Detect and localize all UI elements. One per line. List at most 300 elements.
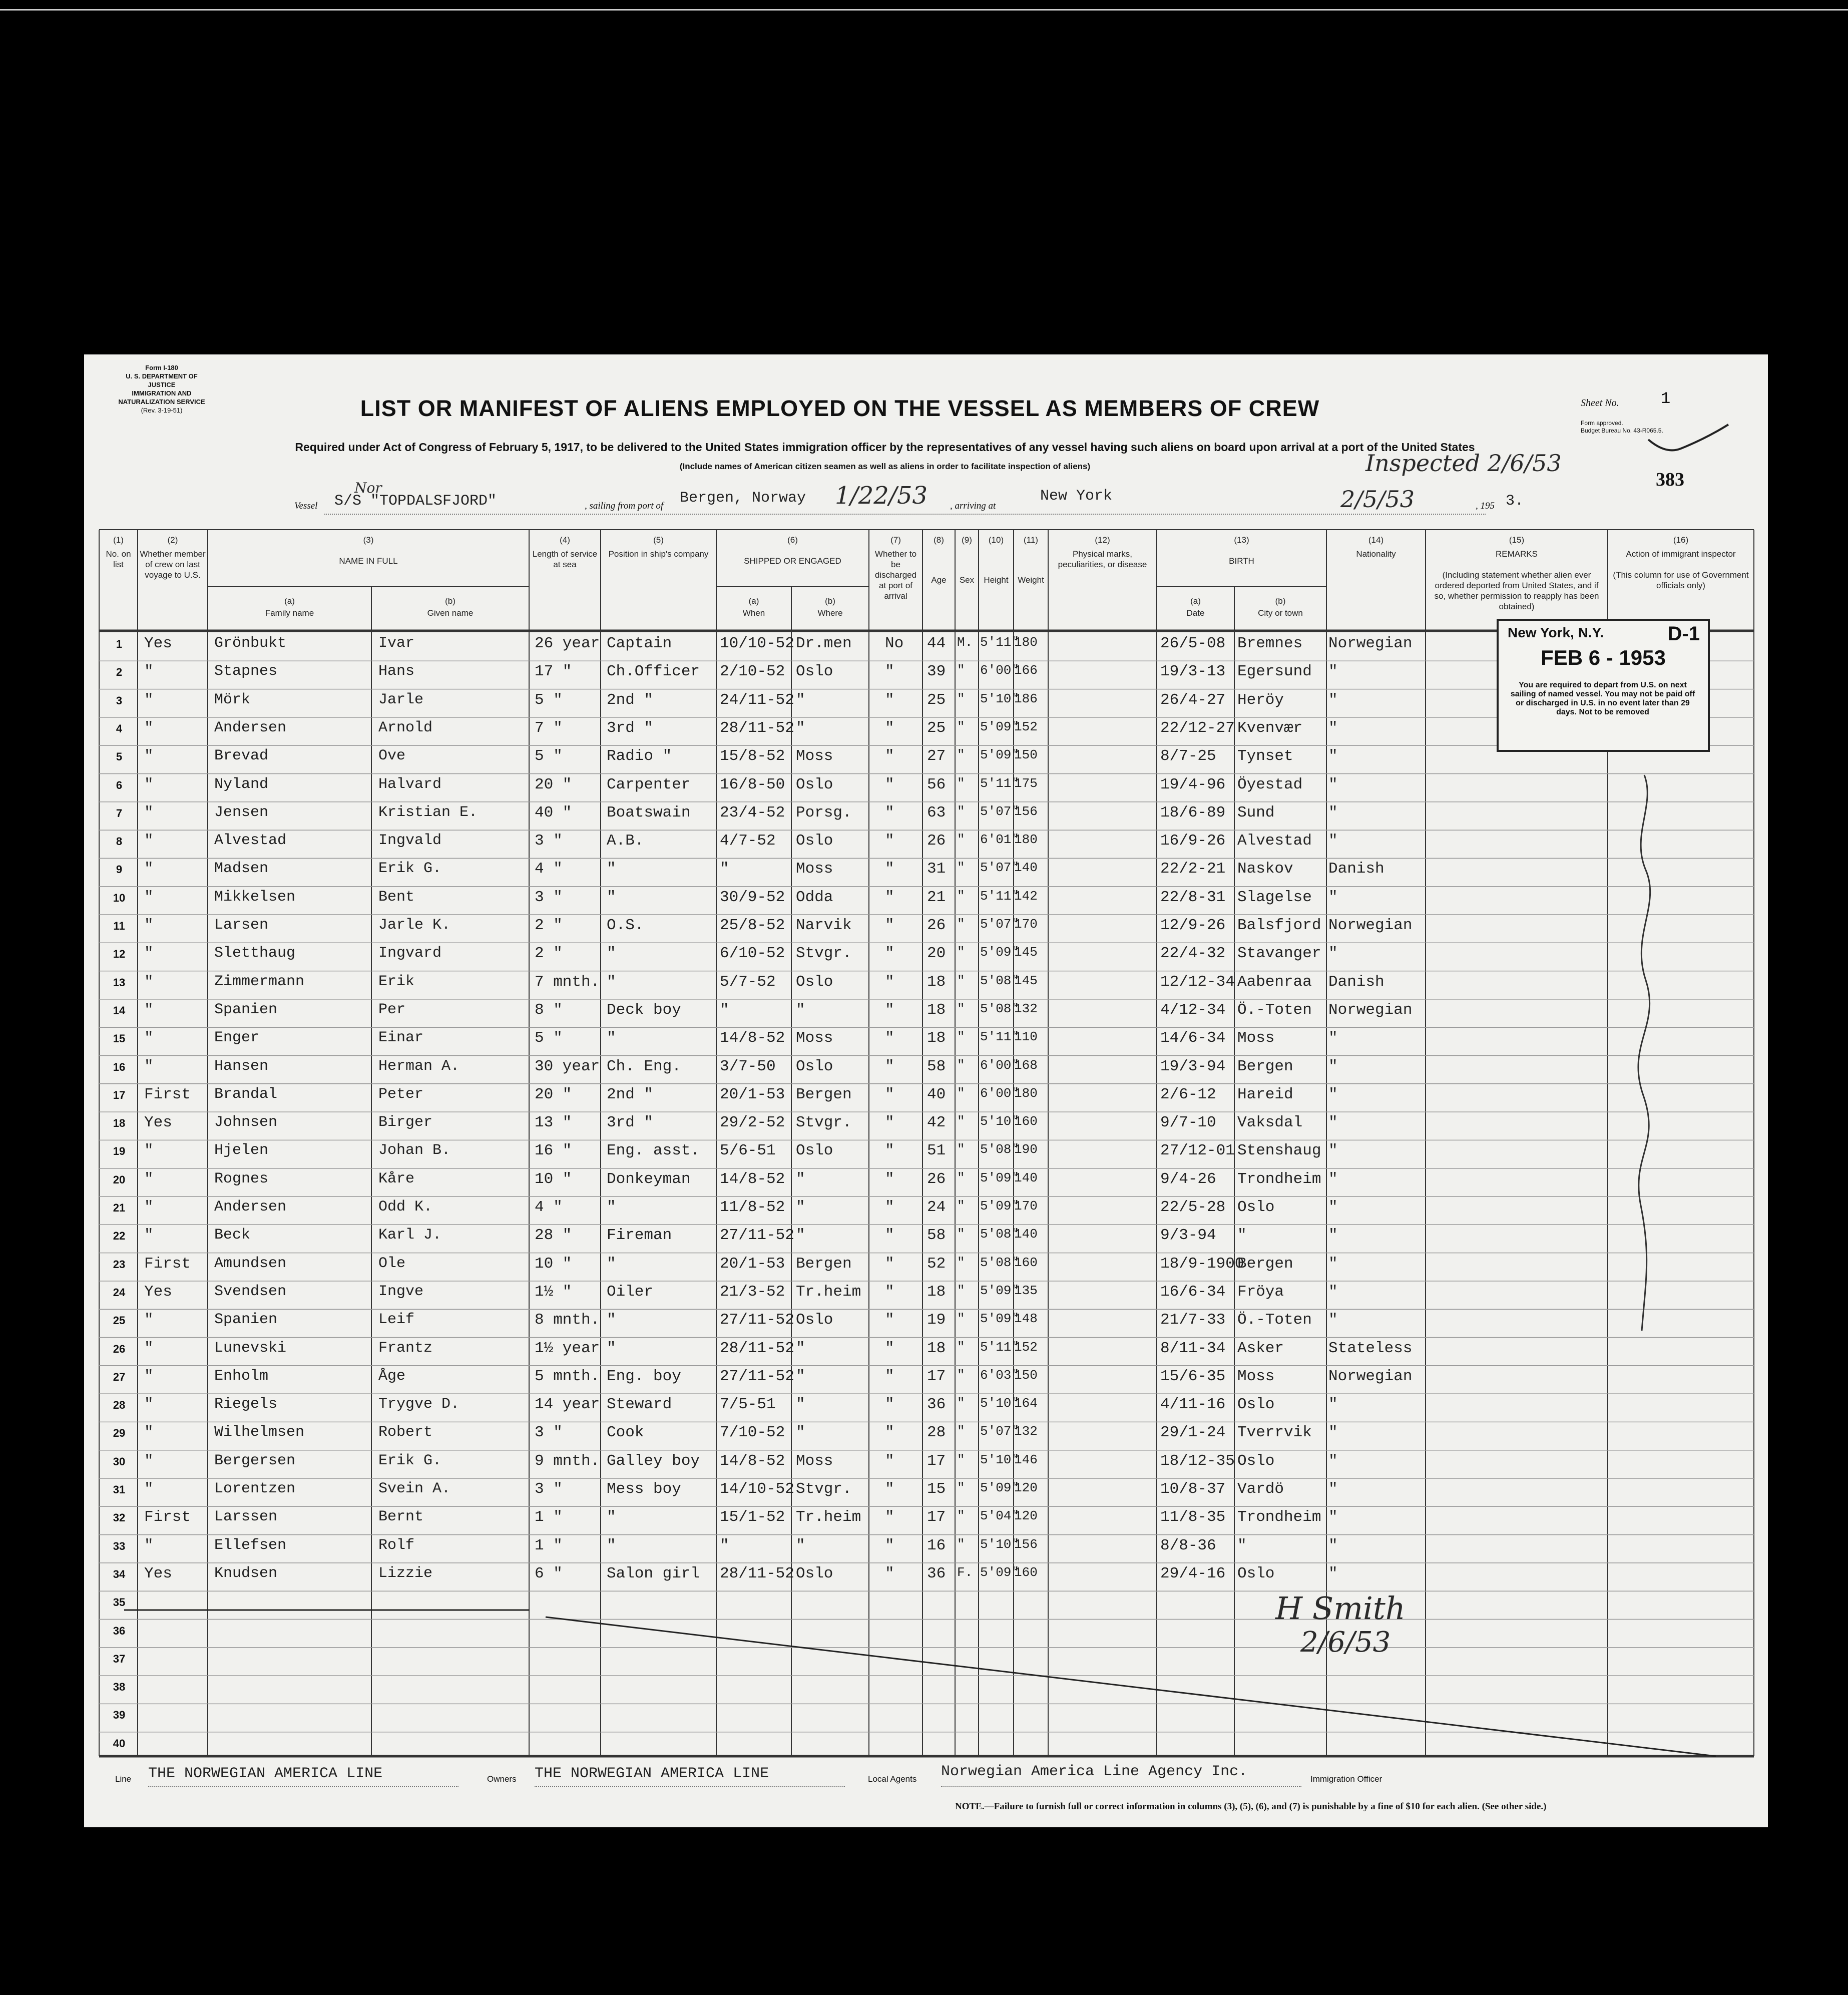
cell-discharge: " bbox=[885, 1029, 894, 1047]
cell-birth-city: Heröy bbox=[1237, 691, 1284, 709]
cell-height: 5'08" bbox=[980, 1142, 1020, 1157]
cell-birth-city: Oslo bbox=[1237, 1452, 1275, 1470]
cell-crew: " bbox=[144, 860, 154, 878]
cell-height: 6'01" bbox=[980, 832, 1020, 848]
cell-family: Knudsen bbox=[214, 1564, 278, 1582]
cell-sex: M. bbox=[957, 635, 973, 650]
column-label-c4: Length of service at sea bbox=[532, 549, 598, 569]
cell-weight: 186 bbox=[1014, 691, 1038, 706]
cell-given: Peter bbox=[378, 1085, 424, 1103]
cell-weight: 142 bbox=[1014, 888, 1038, 904]
page-subtitle: Required under Act of Congress of February 5, 1917, to be delivered to the United States immigration officer by the representatives of any vessel having such aliens on board upon arrival at a port of the United States bbox=[295, 441, 1475, 454]
cell-service: 5 " bbox=[535, 747, 563, 765]
cell-sex: " bbox=[957, 917, 965, 932]
row-number: 27 bbox=[113, 1370, 126, 1383]
cell-age: 26 bbox=[927, 832, 946, 850]
cell-sex: " bbox=[957, 747, 965, 763]
row-number: 7 bbox=[116, 807, 123, 820]
cell-when: 27/11-52 bbox=[720, 1227, 794, 1245]
agents-value: Norwegian America Line Agency Inc. bbox=[941, 1763, 1248, 1780]
cell-where: " bbox=[796, 719, 805, 737]
row-number: 6 bbox=[116, 778, 123, 791]
cell-birth-city: Asker bbox=[1237, 1339, 1284, 1357]
cell-crew: First bbox=[144, 1085, 191, 1103]
cell-when: 21/3-52 bbox=[720, 1283, 785, 1301]
cell-birth-city: Ö.-Toten bbox=[1237, 1311, 1312, 1329]
column-label-c3: NAME IN FULL bbox=[339, 556, 398, 566]
cell-discharge: " bbox=[885, 804, 894, 822]
cell-crew: " bbox=[144, 804, 154, 822]
form-service: IMMIGRATION AND NATURALIZATION SERVICE bbox=[118, 389, 205, 406]
cell-height: 5'09" bbox=[980, 747, 1020, 763]
cell-family: Sletthaug bbox=[214, 945, 296, 962]
column-label-c15: REMARKS bbox=[1495, 549, 1538, 559]
sailing-label: , sailing from port of bbox=[585, 501, 664, 511]
cell-service: 17 " bbox=[535, 663, 572, 681]
cell-service: 20 " bbox=[535, 1085, 572, 1103]
column-number-c3: (3) bbox=[363, 535, 374, 545]
column-number-c10: (10) bbox=[988, 535, 1004, 545]
cell-given: Lizzie bbox=[378, 1564, 433, 1582]
cell-weight: 145 bbox=[1014, 973, 1038, 988]
cell-age: 39 bbox=[927, 663, 946, 681]
cell-where: Bergen bbox=[796, 1085, 852, 1103]
row-number: 37 bbox=[113, 1652, 126, 1665]
cell-age: 27 bbox=[927, 747, 946, 765]
cell-family: Brevad bbox=[214, 747, 269, 765]
column-number-c11: (11) bbox=[1024, 535, 1038, 545]
column-a-num-c3: (a) bbox=[284, 596, 295, 606]
cell-when: 10/10-52 bbox=[720, 635, 794, 652]
cell-weight: 175 bbox=[1014, 775, 1038, 791]
cell-when: 15/1-52 bbox=[720, 1508, 785, 1526]
cell-where: Stvgr. bbox=[796, 945, 852, 963]
owners-value: THE NORWEGIAN AMERICA LINE bbox=[535, 1765, 769, 1782]
cell-height: 5'11" bbox=[980, 1029, 1020, 1045]
cell-age: 18 bbox=[927, 1029, 946, 1047]
cell-height: 5'09" bbox=[980, 1480, 1020, 1495]
cell-nationality: " bbox=[1328, 1227, 1338, 1245]
cell-discharge: " bbox=[885, 1424, 894, 1442]
cell-given: Frantz bbox=[378, 1339, 433, 1357]
cell-discharge: " bbox=[885, 832, 894, 850]
cell-position: Radio " bbox=[607, 747, 672, 765]
cell-family: Svendsen bbox=[214, 1283, 287, 1300]
cell-height: 5'08" bbox=[980, 1227, 1020, 1242]
column-b-label-c6: Where bbox=[817, 608, 843, 618]
cell-crew: " bbox=[144, 888, 154, 906]
cell-given: Herman A. bbox=[378, 1057, 460, 1075]
cell-height: 5'08" bbox=[980, 973, 1020, 988]
cell-birth-date: 29/1-24 bbox=[1160, 1424, 1226, 1442]
cell-age: 25 bbox=[927, 719, 946, 737]
cell-birth-date: 22/4-32 bbox=[1160, 945, 1226, 963]
cell-height: 5'07" bbox=[980, 1424, 1020, 1439]
cell-sex: " bbox=[957, 1367, 965, 1383]
cell-family: Spanien bbox=[214, 1311, 278, 1329]
cell-service: 3 " bbox=[535, 1424, 563, 1442]
column-label-c16: Action of immigrant inspector bbox=[1626, 549, 1736, 559]
cell-where: Oslo bbox=[796, 775, 833, 793]
cell-crew: " bbox=[144, 747, 154, 765]
cell-crew: First bbox=[144, 1508, 191, 1526]
cell-where: Bergen bbox=[796, 1255, 852, 1273]
line-underline bbox=[148, 1786, 458, 1787]
cell-where: Odda bbox=[796, 888, 833, 906]
cell-crew: " bbox=[144, 1396, 154, 1414]
cell-height: 5'09" bbox=[980, 1564, 1020, 1580]
cell-service: 3 " bbox=[535, 832, 563, 850]
cell-sex: " bbox=[957, 663, 965, 678]
cell-height: 5'10" bbox=[980, 1536, 1020, 1552]
column-label-c1: No. on list bbox=[106, 549, 131, 569]
cell-discharge: " bbox=[885, 747, 894, 765]
cell-position: " bbox=[607, 1536, 616, 1554]
cell-birth-date: 22/5-28 bbox=[1160, 1199, 1226, 1216]
cell-birth-city: Alvestad bbox=[1237, 832, 1312, 850]
cell-family: Enger bbox=[214, 1029, 260, 1047]
cell-weight: 148 bbox=[1014, 1311, 1038, 1327]
cell-sex: " bbox=[957, 1424, 965, 1439]
cell-family: Enholm bbox=[214, 1367, 269, 1385]
cell-sex: " bbox=[957, 1142, 965, 1157]
cell-given: Ivar bbox=[378, 635, 415, 652]
cell-nationality: " bbox=[1328, 1480, 1338, 1498]
cell-birth-date: 19/4-96 bbox=[1160, 775, 1226, 793]
cell-birth-city: Oslo bbox=[1237, 1199, 1275, 1216]
cell-given: Hans bbox=[378, 663, 415, 680]
sheet-stamp-number: 383 bbox=[1656, 469, 1684, 490]
cell-nationality: Norwegian bbox=[1328, 917, 1413, 934]
cell-service: 40 " bbox=[535, 804, 572, 822]
cell-height: 5'08" bbox=[980, 1255, 1020, 1270]
cell-service: 1 " bbox=[535, 1508, 563, 1526]
cell-where: Oslo bbox=[796, 1057, 833, 1075]
cell-nationality: " bbox=[1328, 1452, 1338, 1470]
cell-sex: " bbox=[957, 1170, 965, 1185]
cell-position: Carpenter bbox=[607, 775, 691, 793]
cell-service: 7 " bbox=[535, 719, 563, 737]
cell-nationality: " bbox=[1328, 1396, 1338, 1414]
cell-height: 5'10" bbox=[980, 1396, 1020, 1411]
cell-height: 5'07" bbox=[980, 860, 1020, 876]
cell-age: 25 bbox=[927, 691, 946, 709]
cell-service: 20 " bbox=[535, 775, 572, 793]
cell-weight: 152 bbox=[1014, 719, 1038, 734]
cell-where: " bbox=[796, 1424, 805, 1442]
cell-nationality: " bbox=[1328, 747, 1338, 765]
cell-where: " bbox=[796, 1227, 805, 1245]
cell-birth-city: Tverrvik bbox=[1237, 1424, 1312, 1442]
page-title: LIST OR MANIFEST OF ALIENS EMPLOYED ON THE VESSEL AS MEMBERS OF CREW bbox=[360, 395, 1320, 421]
cell-sex: " bbox=[957, 1114, 965, 1129]
cell-position: 3rd " bbox=[607, 719, 654, 737]
cell-nationality: Danish bbox=[1328, 860, 1384, 878]
cell-given: Ole bbox=[378, 1255, 406, 1272]
cell-discharge: " bbox=[885, 719, 894, 737]
cell-birth-date: 14/6-34 bbox=[1160, 1029, 1226, 1047]
cell-given: Per bbox=[378, 1001, 406, 1018]
cell-birth-date: 12/12-34 bbox=[1160, 973, 1235, 991]
cell-discharge: " bbox=[885, 663, 894, 681]
column-number-c1: (1) bbox=[113, 535, 124, 545]
cell-when: 14/8-52 bbox=[720, 1029, 785, 1047]
cell-height: 6'00" bbox=[980, 1085, 1020, 1101]
cell-birth-city: Tynset bbox=[1237, 747, 1293, 765]
cell-crew: " bbox=[144, 1367, 154, 1385]
cell-service: 8 " bbox=[535, 1001, 563, 1019]
cell-height: 5'07" bbox=[980, 917, 1020, 932]
cell-birth-date: 15/6-35 bbox=[1160, 1367, 1226, 1385]
cell-height: 5'10" bbox=[980, 691, 1020, 706]
cell-height: 5'11" bbox=[980, 775, 1020, 791]
row-number: 13 bbox=[113, 976, 126, 989]
cell-height: 5'07" bbox=[980, 804, 1020, 819]
cell-service: 26 year bbox=[535, 635, 600, 652]
cell-height: 5'09" bbox=[980, 1199, 1020, 1214]
cell-discharge: " bbox=[885, 1114, 894, 1132]
cell-birth-city: Stenshaug bbox=[1237, 1142, 1321, 1160]
row-number: 29 bbox=[113, 1427, 126, 1440]
cell-given: Arnold bbox=[378, 719, 433, 736]
column-label-c10: Height bbox=[984, 575, 1009, 585]
cell-service: 16 " bbox=[535, 1142, 572, 1160]
cell-where: " bbox=[796, 1339, 805, 1357]
cell-nationality: " bbox=[1328, 1255, 1338, 1273]
cell-crew: " bbox=[144, 1057, 154, 1075]
row-number: 8 bbox=[116, 835, 123, 848]
cell-given: Erik bbox=[378, 973, 415, 990]
cell-crew: " bbox=[144, 832, 154, 850]
cell-when: 28/11-52 bbox=[720, 1339, 794, 1357]
cell-position: " bbox=[607, 1029, 616, 1047]
row-number: 1 bbox=[116, 638, 123, 650]
cell-when: 4/7-52 bbox=[720, 832, 776, 850]
cell-when: 25/8-52 bbox=[720, 917, 785, 934]
cell-position: Boatswain bbox=[607, 804, 691, 822]
cell-discharge: " bbox=[885, 1255, 894, 1273]
cell-weight: 132 bbox=[1014, 1424, 1038, 1439]
cell-service: 10 " bbox=[535, 1170, 572, 1188]
cell-height: 5'09" bbox=[980, 1170, 1020, 1185]
cell-crew: " bbox=[144, 917, 154, 934]
sheet-number-value: 1 bbox=[1661, 389, 1671, 408]
cell-birth-date: 26/4-27 bbox=[1160, 691, 1226, 709]
cell-age: 26 bbox=[927, 917, 946, 934]
cell-nationality: " bbox=[1328, 1536, 1338, 1554]
cell-crew: " bbox=[144, 945, 154, 963]
cell-crew: " bbox=[144, 1424, 154, 1442]
sailing-port: Bergen, Norway bbox=[680, 490, 806, 507]
cell-when: 2/10-52 bbox=[720, 663, 785, 681]
cell-service: 4 " bbox=[535, 1199, 563, 1216]
column-number-c15: (15) bbox=[1509, 535, 1525, 545]
cell-family: Hjelen bbox=[214, 1142, 269, 1159]
cell-service: 1½ year bbox=[535, 1339, 600, 1357]
cell-when: 6/10-52 bbox=[720, 945, 785, 963]
cell-crew: " bbox=[144, 1339, 154, 1357]
cell-position: " bbox=[607, 1199, 616, 1216]
cell-position: Eng. asst. bbox=[607, 1142, 700, 1160]
cell-age: 58 bbox=[927, 1227, 946, 1245]
cell-weight: 146 bbox=[1014, 1452, 1038, 1467]
cell-age: 63 bbox=[927, 804, 946, 822]
row-number: 31 bbox=[113, 1483, 126, 1496]
column-b-num-c13: (b) bbox=[1275, 596, 1286, 606]
cell-birth-city: Vaksdal bbox=[1237, 1114, 1303, 1132]
cell-age: 18 bbox=[927, 1283, 946, 1301]
row-number: 32 bbox=[113, 1511, 126, 1524]
cell-family: Bergersen bbox=[214, 1452, 296, 1469]
cell-when: 16/8-50 bbox=[720, 775, 785, 793]
owners-underline bbox=[535, 1786, 845, 1787]
cell-birth-city: " bbox=[1237, 1227, 1247, 1245]
cell-nationality: " bbox=[1328, 832, 1338, 850]
cell-age: 19 bbox=[927, 1311, 946, 1329]
cell-height: 6'03" bbox=[980, 1367, 1020, 1383]
row-number: 3 bbox=[116, 694, 123, 707]
cell-sex: " bbox=[957, 804, 965, 819]
signature-date: 2/6/53 bbox=[1300, 1626, 1391, 1659]
cell-weight: 110 bbox=[1014, 1029, 1038, 1045]
cell-birth-city: Trondheim bbox=[1237, 1508, 1321, 1526]
inspected-annotation: Inspected 2/6/53 bbox=[1365, 450, 1562, 477]
cell-birth-date: 4/11-16 bbox=[1160, 1396, 1226, 1414]
cell-weight: 135 bbox=[1014, 1283, 1038, 1298]
cell-family: Beck bbox=[214, 1227, 251, 1244]
cell-family: Alvestad bbox=[214, 832, 287, 850]
cell-age: 31 bbox=[927, 860, 946, 878]
cell-weight: 156 bbox=[1014, 1536, 1038, 1552]
cell-family: Andersen bbox=[214, 719, 287, 736]
cell-given: Birger bbox=[378, 1114, 433, 1131]
agents-label: Local Agents bbox=[868, 1774, 917, 1784]
cell-service: 5 mnth. bbox=[535, 1367, 600, 1385]
stamp-code: D-1 bbox=[1667, 623, 1700, 645]
cell-height: 5'10" bbox=[980, 1114, 1020, 1129]
cell-where: Oslo bbox=[796, 832, 833, 850]
cell-birth-city: Vardö bbox=[1237, 1480, 1284, 1498]
cell-birth-date: 8/11-34 bbox=[1160, 1339, 1226, 1357]
scan-edge-line bbox=[0, 9, 1848, 11]
cell-weight: 150 bbox=[1014, 747, 1038, 763]
cell-birth-city: Moss bbox=[1237, 1367, 1275, 1385]
cell-weight: 140 bbox=[1014, 1170, 1038, 1185]
column-number-c4: (4) bbox=[560, 535, 570, 545]
cell-age: 17 bbox=[927, 1508, 946, 1526]
cell-service: 28 " bbox=[535, 1227, 572, 1245]
column-label-c12: Physical marks, peculiarities, or disease bbox=[1058, 549, 1147, 569]
cell-given: Kåre bbox=[378, 1170, 415, 1187]
cell-where: Oslo bbox=[796, 1564, 833, 1582]
cell-birth-date: 10/8-37 bbox=[1160, 1480, 1226, 1498]
cell-crew: " bbox=[144, 1452, 154, 1470]
cell-age: 56 bbox=[927, 775, 946, 793]
column-number-c16: (16) bbox=[1673, 535, 1689, 545]
form-revision: (Rev. 3-19-51) bbox=[141, 407, 183, 414]
cell-when: 14/8-52 bbox=[720, 1170, 785, 1188]
cell-where: " bbox=[796, 1367, 805, 1385]
cell-weight: 156 bbox=[1014, 804, 1038, 819]
cell-where: Moss bbox=[796, 860, 833, 878]
column-a-num-c13: (a) bbox=[1190, 596, 1201, 606]
cell-when: 27/11-52 bbox=[720, 1311, 794, 1329]
cell-birth-city: Ö.-Toten bbox=[1237, 1001, 1312, 1019]
cell-nationality: Stateless bbox=[1328, 1339, 1413, 1357]
cell-crew: " bbox=[144, 1536, 154, 1554]
cell-nationality: " bbox=[1328, 691, 1338, 709]
cell-given: Ove bbox=[378, 747, 406, 765]
column-sublabel-c16: (This column for use of Government officials only) bbox=[1613, 570, 1749, 590]
cell-given: Jarle bbox=[378, 691, 424, 708]
cell-sex: " bbox=[957, 1480, 965, 1495]
cell-crew: " bbox=[144, 1311, 154, 1329]
cell-discharge: " bbox=[885, 1199, 894, 1216]
cell-birth-date: 22/2-21 bbox=[1160, 860, 1226, 878]
cell-where: Tr.heim bbox=[796, 1283, 861, 1301]
row-number: 17 bbox=[113, 1088, 126, 1101]
cell-weight: 170 bbox=[1014, 1199, 1038, 1214]
cell-nationality: " bbox=[1328, 1564, 1338, 1582]
cell-where: Oslo bbox=[796, 973, 833, 991]
cell-sex: " bbox=[957, 973, 965, 988]
agents-underline bbox=[941, 1786, 1301, 1787]
cell-age: 26 bbox=[927, 1170, 946, 1188]
cell-service: 3 " bbox=[535, 888, 563, 906]
cell-family: Madsen bbox=[214, 860, 269, 878]
cell-nationality: " bbox=[1328, 1311, 1338, 1329]
cell-nationality: " bbox=[1328, 888, 1338, 906]
cell-service: 7 mnth. bbox=[535, 973, 600, 991]
cell-family: Rognes bbox=[214, 1170, 269, 1187]
row-number: 12 bbox=[113, 948, 126, 961]
officer-label: Immigration Officer bbox=[1310, 1774, 1382, 1784]
form-agency: U. S. DEPARTMENT OF JUSTICE bbox=[126, 372, 198, 388]
cell-family: Brandal bbox=[214, 1085, 278, 1103]
cell-age: 18 bbox=[927, 973, 946, 991]
row-number: 33 bbox=[113, 1539, 126, 1552]
column-number-c12: (12) bbox=[1095, 535, 1110, 545]
cell-age: 52 bbox=[927, 1255, 946, 1273]
cell-age: 18 bbox=[927, 1001, 946, 1019]
cell-given: Bent bbox=[378, 888, 415, 906]
cell-given: Ingvald bbox=[378, 832, 442, 850]
cell-position: " bbox=[607, 1255, 616, 1273]
cell-birth-city: Stavanger bbox=[1237, 945, 1321, 963]
cell-sex: " bbox=[957, 1311, 965, 1327]
cell-when: 24/11-52 bbox=[720, 691, 794, 709]
signature: H Smith bbox=[1275, 1590, 1406, 1627]
cell-sex: " bbox=[957, 832, 965, 848]
cell-service: 1 " bbox=[535, 1536, 563, 1554]
cell-age: 44 bbox=[927, 635, 946, 652]
cell-age: 20 bbox=[927, 945, 946, 963]
cell-nationality: " bbox=[1328, 1085, 1338, 1103]
cell-discharge: " bbox=[885, 1001, 894, 1019]
cell-birth-city: Sund bbox=[1237, 804, 1275, 822]
cell-position: 2nd " bbox=[607, 1085, 654, 1103]
column-label-c9: Sex bbox=[959, 575, 975, 585]
cell-family: Larssen bbox=[214, 1508, 278, 1526]
row-number: 11 bbox=[113, 920, 125, 932]
cell-given: Bernt bbox=[378, 1508, 424, 1526]
cell-sex: " bbox=[957, 1085, 965, 1101]
cell-sex: " bbox=[957, 1536, 965, 1552]
stamp-date: FEB 6 - 1953 bbox=[1541, 646, 1666, 669]
cell-discharge: " bbox=[885, 888, 894, 906]
cell-age: 17 bbox=[927, 1367, 946, 1385]
cell-where: Stvgr. bbox=[796, 1480, 852, 1498]
